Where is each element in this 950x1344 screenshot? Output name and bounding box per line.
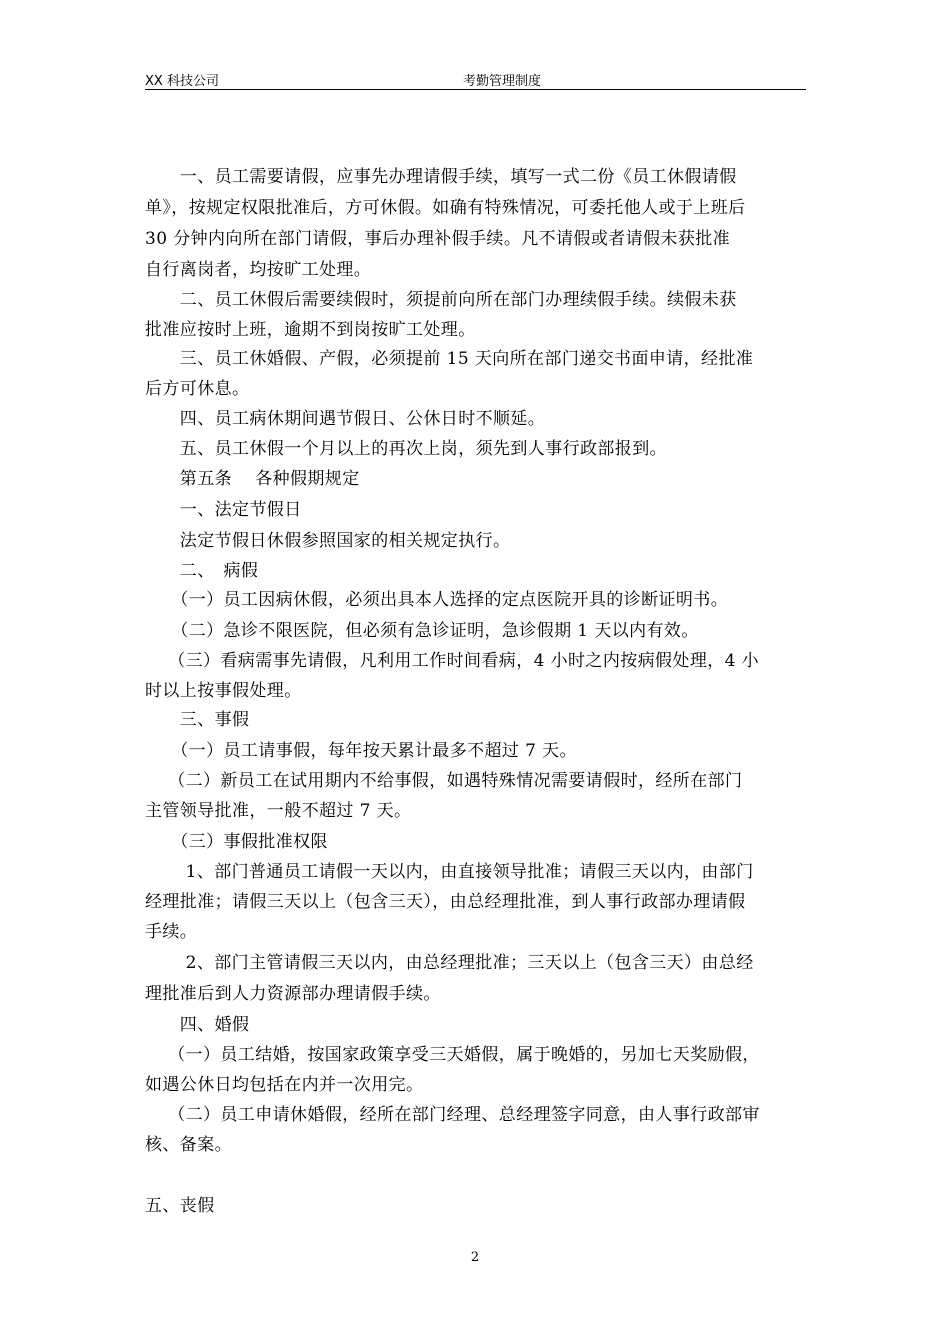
page-number: 2 <box>470 1250 480 1265</box>
body-line: 批准应按时上班，逾期不到岗按旷工处理。 <box>145 320 476 340</box>
body-line: 理批准后到人力资源部办理请假手续。 <box>145 984 441 1004</box>
body-line: （二）新员工在试用期内不给事假，如遇特殊情况需要请假时，经所在部门 <box>145 771 743 791</box>
body-line: （一）员工结婚，按国家政策享受三天婚假，属于晚婚的，另加七天奖励假， <box>145 1045 760 1065</box>
body-line: 时以上按事假处理。 <box>145 681 302 701</box>
body-line: （一）员工因病休假，必须出具本人选择的定点医院开具的诊断证明书。 <box>145 590 729 610</box>
body-line: 如遇公休日均包括在内并一次用完。 <box>145 1075 424 1095</box>
body-line: 1、部门普通员工请假一天以内，由直接领导批准；请假三天以内，由部门 <box>145 862 754 882</box>
body-line: 四、婚假 <box>145 1015 250 1035</box>
body-line: 经理批准；请假三天以上（包含三天），由总经理批准，到人事行政部办理请假 <box>145 892 746 912</box>
body-line: 五、丧假 <box>145 1196 215 1216</box>
body-line: 法定节假日休假参照国家的相关规定执行。 <box>145 531 511 551</box>
header-rule <box>145 89 806 90</box>
body-line: 第五条 各种假期规定 <box>145 469 360 489</box>
body-line: 五、员工休假一个月以上的再次上岗，须先到人事行政部报到。 <box>145 439 667 459</box>
body-line: 一、法定节假日 <box>145 500 302 520</box>
body-line: 二、 病假 <box>145 561 259 581</box>
body-line: 后方可休息。 <box>145 379 250 399</box>
body-line: 四、员工病休期间遇节假日、公休日时不顺延。 <box>145 409 546 429</box>
body-line: （三）事假批准权限 <box>145 832 328 852</box>
body-line: 主管领导批准，一般不超过 7 天。 <box>145 801 412 821</box>
body-line: （二）员工申请休婚假，经所在部门经理、总经理签字同意，由人事行政部审 <box>145 1105 760 1125</box>
body-line: 三、事假 <box>145 710 250 730</box>
body-line: 2、部门主管请假三天以内，由总经理批准；三天以上（包含三天）由总经 <box>145 953 754 973</box>
body-line: 手续。 <box>145 922 198 942</box>
header-company: XX 科技公司 <box>145 74 219 89</box>
body-line: 核、备案。 <box>145 1135 232 1155</box>
body-line: 自行离岗者，均按旷工处理。 <box>145 260 372 280</box>
body-line: 三、员工休婚假、产假，必须提前 15 天向所在部门递交书面申请，经批准 <box>145 349 754 369</box>
body-line: （三）看病需事先请假，凡利用工作时间看病，4 小时之内按病假处理，4 小 <box>145 651 760 671</box>
body-line: （二）急诊不限医院，但必须有急诊证明，急诊假期 1 天以内有效。 <box>145 621 699 641</box>
body-line: 二、员工休假后需要续假时，须提前向所在部门办理续假手续。续假未获 <box>145 290 737 310</box>
header-doc-title: 考勤管理制度 <box>463 74 542 89</box>
body-line: 30 分钟内向所在部门请假，事后办理补假手续。凡不请假或者请假未获批准 <box>145 229 731 249</box>
body-line: 一、员工需要请假，应事先办理请假手续，填写一式二份《员工休假请假 <box>145 167 737 187</box>
body-line: 单》，按规定权限批准后，方可休假。如确有特殊情况，可委托他人或于上班后 <box>145 198 746 218</box>
body-line: （一）员工请事假，每年按天累计最多不超过 7 天。 <box>145 741 577 761</box>
